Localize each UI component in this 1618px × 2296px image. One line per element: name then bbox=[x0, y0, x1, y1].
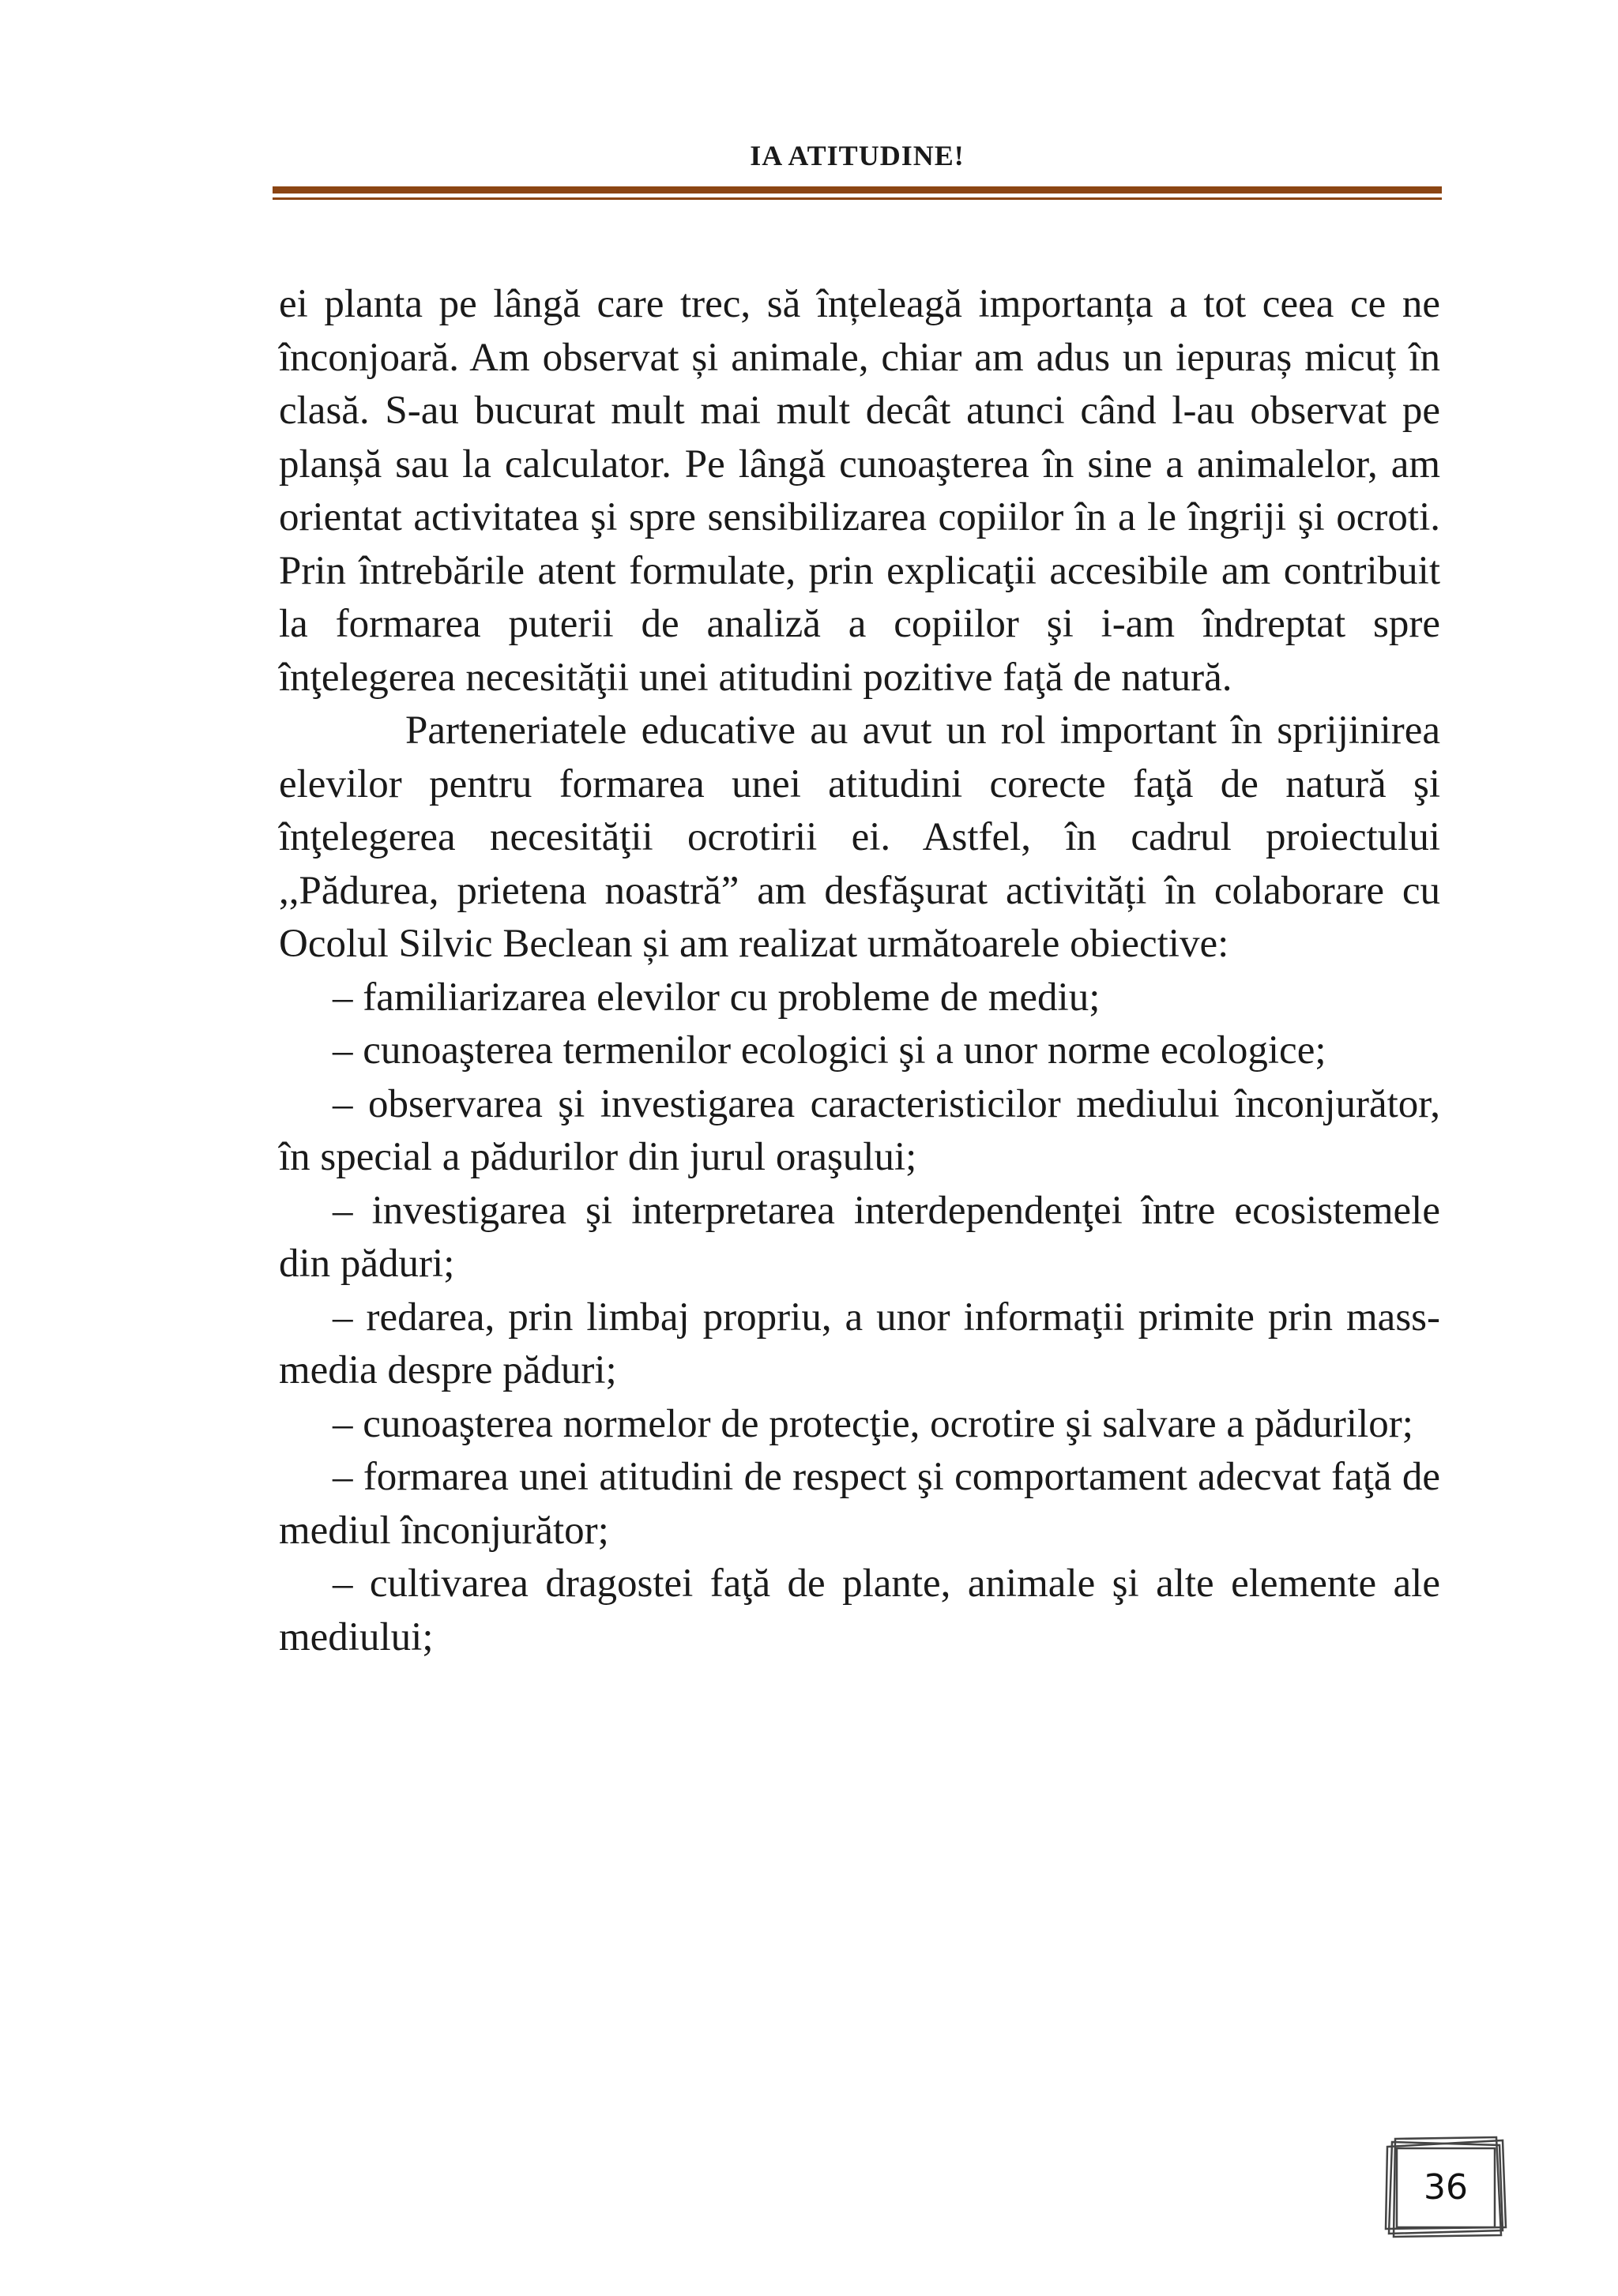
list-item: – redarea, prin limbaj propriu, a unor informaţii primite prin mass-media despre păduri; bbox=[279, 1295, 1440, 1392]
list-item: – observarea şi investigarea caracteristicilor mediului înconjurător, în special a pădurilor din jurul oraşului; bbox=[279, 1081, 1440, 1179]
running-header: IA ATITUDINE! bbox=[750, 140, 965, 171]
list-item: – cunoaşterea termenilor ecologici şi a unor norme ecologice; bbox=[333, 1028, 1326, 1073]
page-number: 36 bbox=[1424, 2166, 1468, 2208]
header-rule-thick bbox=[273, 186, 1442, 194]
header-rule-thin bbox=[273, 197, 1442, 200]
list-item: – formarea unei atitudini de respect şi comportament adecvat faţă de mediul înconjurător; bbox=[279, 1455, 1440, 1553]
list-item: – familiarizarea elevilor cu probleme de mediu; bbox=[333, 975, 1101, 1020]
list-item: – cultivarea dragostei faţă de plante, animale şi alte elemente ale mediului; bbox=[279, 1561, 1440, 1659]
paragraph-2: Parteneriatele educative au avut un rol important în sprijinirea elevilor pentru formarea unei atitudini corecte faţă de natură şi înţelegerea necesităţii ocrotirii ei. Astfel, în cadrul proiectului ,,Pădurea, prietena noastră” am desfăşurat activități în colaborare cu Ocolul Silvic Beclean și am realizat următoarele obiective: bbox=[279, 708, 1440, 966]
objectives-list bbox=[279, 971, 1440, 1665]
page-body bbox=[279, 278, 1440, 1664]
list-item: – investigarea şi interpretarea interdependenţei între ecosistemele din păduri; bbox=[279, 1188, 1440, 1286]
paragraph-1: ei planta pe lângă care trec, să înțeleagă importanța a tot ceea ce ne înconjoară. Am observat și animale, chiar am adus un iepuraș micuț în clasă. S-au bucurat mult mai mult decât atunci când l-au observat pe planșă sau la calculator. Pe lângă cunoaşterea în sine a animalelor, am orientat activitatea şi spre sensibilizarea copiilor în a le îngriji şi ocroti. Prin întrebările atent formulate, prin explicaţii accesibile am contribuit la formarea puterii de analiză a copiilor şi i-am îndreptat spre înţelegerea necesităţii unei atitudini pozitive faţă de natură. bbox=[279, 282, 1440, 700]
list-item: – cunoaşterea normelor de protecţie, ocrotire şi salvare a pădurilor; bbox=[333, 1401, 1413, 1446]
page-number-frame bbox=[1384, 2136, 1507, 2238]
